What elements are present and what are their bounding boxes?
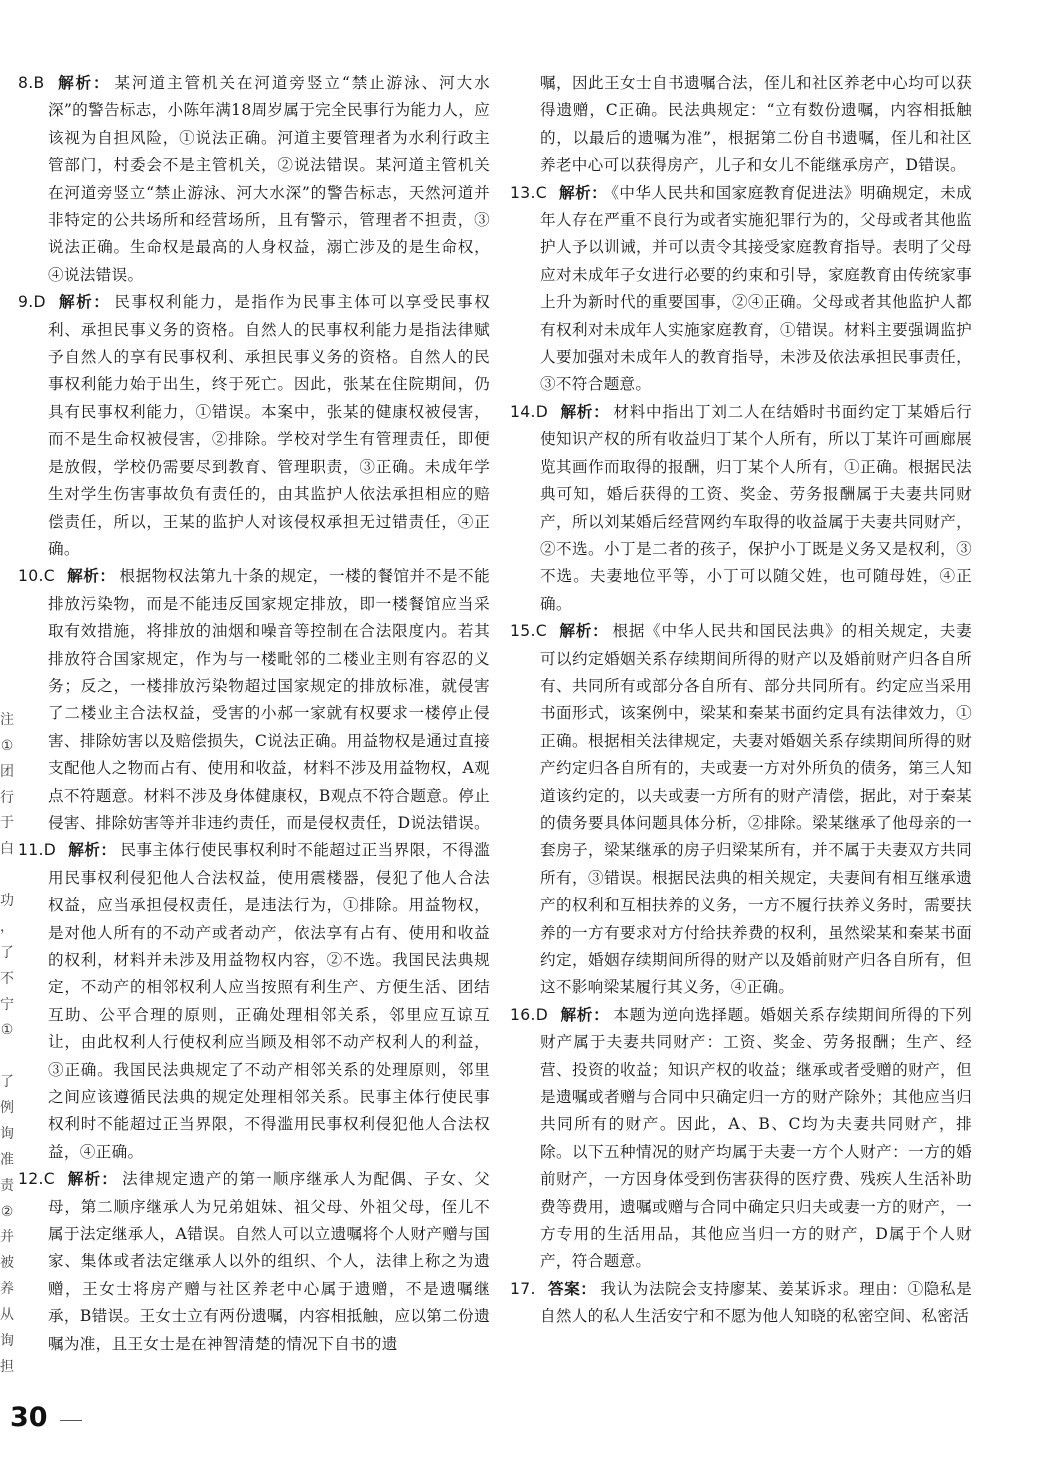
edge-glyph [0,60,14,86]
edge-glyph [0,138,14,164]
answer-item-11 [18,837,490,1166]
answer-item-8 [18,70,490,289]
left-column [18,70,490,1358]
item-label: 解析： [558,622,609,641]
item-number: 10.C [18,567,55,586]
edge-glyph: 不 [0,970,14,987]
edge-glyph [0,112,14,138]
edge-glyph: 被 [0,1255,14,1272]
item-number: 13.C [510,183,547,202]
edge-glyph: 责 [0,1177,14,1194]
edge-glyph: 注 [0,711,14,728]
edge-glyph [0,448,14,474]
answer-item-12 [18,1166,490,1358]
edge-glyph [0,189,14,215]
edge-glyph: 功 [0,893,14,909]
item-text: 材料中指出丁刘二人在结婚时书面约定丁某婚后行使知识产权的所有收益归丁某个人所有，所以丁某许可画廊展览其画作而取得的报酬，归丁某个人所有，①正确。根据民法典可知，婚后获得的工资、奖金、劳务报酬属于夫妻共同财产，所以刘某婚后经营网约车取得的收益属于夫妻共同财产，②不选。小丁是二者的孩子，保护小丁既是义务又是权利，③不选。夫妻地位平等，小丁可以随父姓，也可随母姓，④正确。 [540,402,972,613]
edge-glyph: 例 [0,1100,14,1116]
edge-glyph [0,396,14,422]
item-number: 11.D [18,841,57,860]
item-label: 解析： [560,402,610,421]
edge-glyph [0,293,14,319]
edge-glyph: 了 [0,944,14,961]
page-number: 30 [10,1402,48,1433]
edge-glyph: 宁 [0,996,14,1013]
item-label: 解析： [56,74,111,92]
edge-glyph [0,526,14,552]
edge-glyph: ① [0,737,14,754]
edge-glyph: 团 [0,763,14,780]
edge-glyph [0,164,14,190]
edge-glyph [0,86,14,112]
item-label: 解析： [558,183,608,202]
item-text: 法律规定遗产的第一顺序继承人为配偶、子女、父母，第二顺序继承人为兄弟姐妹、祖父母、外祖父母，侄儿不属于法定继承人，A错误。自然人可以立遗嘱将个人财产赠与国家、集体或者法定继承人以外的组织、个人，法律上称之为遗赠，王女士将房产赠与社区养老中心属于遗赠，不是遗嘱继承，B错误。王女士立有两份遗嘱，内容相抵触，应以第二份遗嘱为准，且王女士是在神智清楚的情况下自书的遗 [48,1170,490,1353]
edge-glyph: 于 [0,815,14,832]
edge-glyph [0,215,14,241]
edge-glyph: 担 [0,1358,14,1375]
item-text: 本题为逆向选择题。婚姻关系存续期间所得的下列财产属于夫妻共同财产：工资、奖金、劳务报酬；生产、经营、投资的收益；知识产权的收益；继承或者受赠的财产，但是遗嘱或者赠与合同中只确定归一方的财产除外；其他应当归共同所有的财产。因此，A、B、C均为夫妻共同财产，排除。以下五种情况的财产均属于夫妻一方个人财产：一方的婚前财产，一方因身体受到伤害获得的医疗费、残疾人生活补助费等费用，遗嘱或赠与合同中确定只归夫或妻一方的财产，一方专用的生活用品，其他应当归一方的财产，D属于个人财产，符合题意。 [540,1005,972,1271]
item-label: 解析： [66,567,116,586]
edge-glyph [0,629,14,655]
edge-glyph: 行 [0,789,14,806]
edge-glyph [0,474,14,500]
item-number: 14.D [510,402,549,421]
item-text: 民事权利能力，是指作为民事主体可以享受民事权利、承担民事义务的资格。自然人的民事权利能力是指法律赋予自然人的享有民事权利、承担民事义务的资格。自然人的民事权利能力始于出生，终于死亡。因此，张某在住院期间，仍具有民事权利能力，①错误。本案中，张某的健康权被侵害，而不是生命权被侵害，②排除。学校对学生有管理责任，即便是放假，学校仍需要尽到教育、管理职责，③正确。未成年学生对学生伤害事故负有责任的，由其监护人依法承担相应的赔偿责任，所以，王某的监护人对该侵权承担无过错责任，④正确。 [48,293,490,558]
item-number: 8.B [18,74,45,92]
edge-glyph [0,241,14,267]
page-number-rule [60,1420,82,1421]
item-label: 答案： [547,1279,597,1298]
item-text: 根据《中华人民共和国民法典》的相关规定，夫妻可以约定婚姻关系存续期间所得的财产以及婚前财产归各自所有、共同所有或部分各自所有、部分共同所有。约定应当采用书面形式，该案例中，梁某和秦某书面约定具有法律效力，①正确。根据相关法律规定，夫妻对婚姻关系存续期间所得的财产约定归各自所有的，夫或妻一方对外所负的债务，第三人知道该约定的，以夫或妻一方所有的财产清偿，据此，对于秦某的债务要具体问题具体分析，②排除。梁某继承了他母亲的一套房子，梁某继承的房子归梁某所有，并不属于夫妻双方共同所有，③错误。根据民法典的相关规定，夫妻间有相互继承遗产的权利和互相扶养的义务，一方不履行扶养义务时，需要扶养的一方有要求对方付给扶养费的权利，虽然梁某和秦某书面约定，婚姻存续期间所得的财产以及婚前财产归各自所有，但这不影响梁某履行其义务，④正确。 [540,622,972,997]
edge-glyph: 准 [0,1151,14,1168]
answer-item-16 [510,1002,972,1276]
item-label: 解析： [560,1005,610,1024]
item-text: 我认为法院会支持廖某、姜某诉求。理由：①隐私是自然人的私人生活安宁和不愿为他人知晓的私密空间、私密活 [540,1279,972,1326]
item-label: 解析： [57,293,111,312]
edge-glyph [0,500,14,526]
item-label: 解析： [68,841,117,860]
item-number: 15.C [510,622,547,641]
answer-item-15 [510,618,972,1002]
edge-glyph [0,578,14,604]
edge-glyph [0,603,14,629]
edge-glyph: 养 [0,1281,14,1298]
edge-glyph: 询 [0,1125,14,1142]
item-text: 根据物权法第九十条的规定，一楼的餐馆并不是不能排放污染物，而是不能违反国家规定排放，即一楼餐馆应当采取有效措施，将排放的油烟和噪音等控制在合法限度内。若其排放符合国家规定，作为与一楼毗邻的二楼业主则有容忍的义务；反之，一楼排放污染物超过国家规定的排放标准，就侵害了二楼业主合法权益，受害的小郝一家就有权要求一楼停止侵害、排除妨害以及赔偿损失，C说法正确。用益物权是通过直接支配他人之物而占有、使用和收益，材料不涉及用益物权，A观点不符题意。材料不涉及身体健康权，B观点不符合题意。停止侵害、排除妨害等并非违约责任，而是侵权责任，D说法错误。 [48,567,490,832]
edge-glyph [0,345,14,371]
edge-glyph: 白 [0,841,14,858]
edge-glyph [0,655,14,681]
right-column [510,70,972,1331]
binding-edge-text [0,60,14,1380]
edge-glyph [0,862,14,888]
item-text: 某河道主管机关在河道旁竖立“禁止游泳、河大水深”的警告标志，小陈年满18周岁属于完全民事行为能力人，应该视为自担风险，①说法正确。河道主要管理者为水利行政主管部门，村委会不是主管机关，②说法错误。某河道主管机关在河道旁竖立“禁止游泳、河大水深”的警告标志，天然河道并非特定的公共场所和经营场所，且有警示，管理者不担责，③说法正确。生命权是最高的人身权益，溺亡涉及的是生命权，④说法错误。 [48,74,490,284]
edge-glyph: 并 [0,1229,14,1246]
edge-glyph: 从 [0,1307,14,1323]
item-label: 解析： [66,1170,119,1189]
edge-glyph [0,422,14,448]
item-text: 民事主体行使民事权利时不能超过正当界限，不得滥用民事权利侵犯他人合法权益，使用震楼器，侵犯了他人合法权益，应当承担侵权责任，是违法行为，①排除。用益物权，是对他人所有的不动产或者动产，依法享有占有、使用和收益的权利，材料并未涉及用益物权内容，②不选。我国民法典规定，不动产的相邻权利人应当按照有利生产、方便生活、团结互助、公平合理的原则，正确处理相邻关系，邻里应互谅互让，由此权利人行使权利应当顾及相邻不动产权利人的利益，③正确。我国民法典规定了不动产相邻关系的处理原则，邻里之间应该遵循民法典的规定处理相邻关系。民事主体行使民事权利时不能超过正当界限，不得滥用民事权利侵犯他人合法权益，④正确。 [48,841,490,1161]
edge-glyph: ② [0,1203,14,1220]
edge-glyph [0,681,14,707]
item-text: 《中华人民共和国家庭教育促进法》明确规定，未成年人存在严重不良行为或者实施犯罪行为的，父母或者其他监护人予以训诫，并可以责令其接受家庭教育指导。表明了父母应对未成年子女进行必要的约束和引导，家庭教育由传统家事上升为新时代的重要国事，②④正确。父母或者其他监护人都有权利对未成年人实施家庭教育，①错误。材料主要强调监护人要加强对未成年人的教育指导，未涉及依法承担民事责任，③不符合题意。 [540,183,972,394]
edge-glyph [0,1043,14,1069]
continued-text: 嘱，因此王女士自书遗嘱合法，侄儿和社区养老中心均可以获得遗赠，C正确。民法典规定：“立有数份遗嘱，内容相抵触的，以最后的遗嘱为准”，根据第二份自书遗嘱，侄儿和社区养老中心可以获得房产，儿子和女儿不能继承房产，D错误。 [540,74,972,175]
item-number: 16.D [510,1005,549,1024]
edge-glyph [0,267,14,293]
edge-glyph [0,552,14,578]
item-number: 12.C [18,1170,55,1189]
edge-glyph [0,319,14,345]
answer-item-9 [18,289,490,563]
edge-glyph: 了 [0,1074,14,1091]
item-number: 9.D [18,293,46,312]
edge-glyph: ， [0,918,14,935]
edge-glyph: 询 [0,1332,14,1349]
item-number: 17. [510,1279,536,1298]
edge-glyph: ① [0,1022,14,1039]
answer-item-14 [510,399,972,618]
edge-glyph [0,371,14,397]
answer-item-13 [510,180,972,399]
answer-item-17 [510,1276,972,1331]
answer-item-10 [18,563,490,837]
